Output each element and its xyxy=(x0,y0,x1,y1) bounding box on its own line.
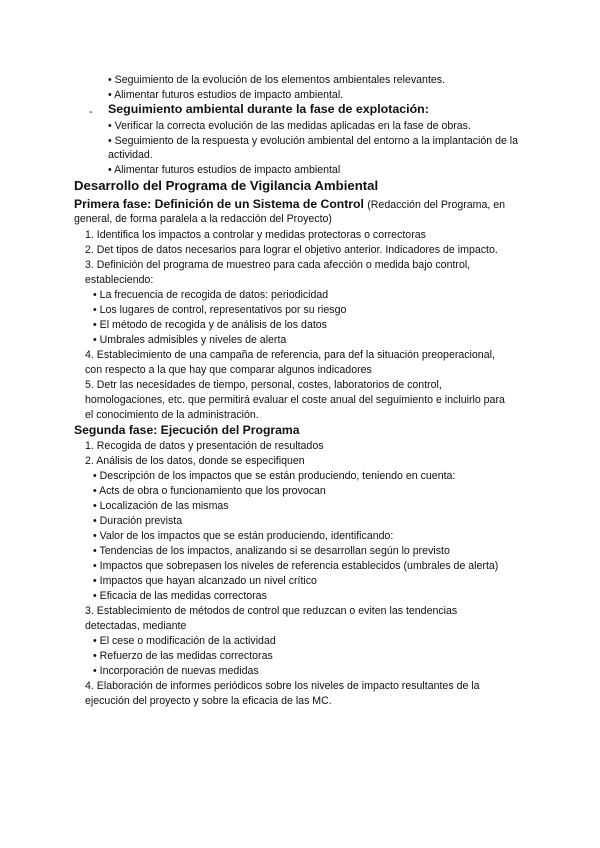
phase1-note: (Redacción del Programa, en xyxy=(367,199,506,211)
phase1-item-2: 2. Det tipos de datos necesarios para lograr el objetivo anterior. Indicadores de impacto. xyxy=(85,244,498,256)
phase1-item-3-continued: estableciendo: xyxy=(85,274,154,286)
analysis-bullet: • Duración prevista xyxy=(93,515,183,527)
bullet-future-studies-2: • Alimentar futuros estudios de impacto ambiental xyxy=(108,164,341,176)
phase1-item-5-continued: homologaciones, etc. que permitirá evaluar el coste anual del seguimiento e incluirlo para xyxy=(85,394,505,406)
bullet-evolution: • Seguimiento de la evolución de los elementos ambientales relevantes. xyxy=(108,74,446,86)
bullet-future-studies: • Alimentar futuros estudios de impacto ambiental. xyxy=(108,89,344,101)
dash-marker: - xyxy=(89,106,93,118)
sampling-bullet: • Umbrales admisibles y niveles de alerta xyxy=(93,334,287,346)
sampling-bullet: • El método de recogida y de análisis de los datos xyxy=(93,319,327,331)
analysis-bullet: • Localización de las mismas xyxy=(93,500,229,512)
phase1-item-5-continued: el conocimiento de la administración. xyxy=(85,409,259,421)
phase1-item-5: 5. Detr las necesidades de tiempo, personal, costes, laboratorios de control, xyxy=(85,379,442,391)
phase1-heading xyxy=(74,197,505,212)
phase1-note-continued: general, de forma paralela a la redacción del Proyecto) xyxy=(74,213,332,225)
bullet-response: • Seguimiento de la respuesta y evolución ambiental del entorno a la implantación de la actividad. xyxy=(108,135,519,161)
exploitation-heading: Seguimiento ambiental durante la fase de explotación: xyxy=(108,102,429,116)
control-bullet: • Incorporación de nuevas medidas xyxy=(93,665,259,677)
analysis-bullet: • Tendencias de los impactos, analizando si se desarrollan según lo previsto xyxy=(93,545,450,557)
control-bullet: • Refuerzo de las medidas correctoras xyxy=(93,650,273,662)
analysis-bullet: • Impactos que hayan alcanzado un nivel crítico xyxy=(93,575,317,587)
analysis-bullet: • Eficacia de las medidas correctoras xyxy=(93,590,267,602)
section-title: Desarrollo del Programa de Vigilancia Ambiental xyxy=(74,178,379,193)
phase2-item-2: 2. Análisis de los datos, donde se especifiquen xyxy=(85,455,305,467)
analysis-bullet: • Valor de los impactos que se están produciendo, identificando: xyxy=(93,530,394,542)
phase2-item-3: 3. Establecimiento de métodos de control que reduzcan o eviten las tendencias xyxy=(85,605,458,617)
phase2-heading: Segunda fase: Ejecución del Programa xyxy=(74,423,300,437)
phase2-item-1: 1. Recogida de datos y presentación de resultados xyxy=(85,440,324,452)
bullet-verify: • Verificar la correcta evolución de las medidas aplicadas en la fase de obras. xyxy=(108,120,471,132)
sampling-bullet: • Los lugares de control, representativos por su riesgo xyxy=(93,304,347,316)
sampling-bullet: • La frecuencia de recogida de datos: periodicidad xyxy=(93,289,329,301)
analysis-bullet: • Impactos que sobrepasen los niveles de referencia establecidos (umbrales de alerta) xyxy=(93,560,499,572)
control-bullet: • El cese o modificación de la actividad xyxy=(93,635,276,647)
phase1-item-3: 3. Definición del programa de muestreo para cada afección o medida bajo control, xyxy=(85,259,471,271)
phase2-item-3-continued: detectadas, mediante xyxy=(85,620,187,632)
analysis-bullet: • Acts de obra o funcionamiento que los provocan xyxy=(93,485,326,497)
phase2-item-4: 4. Elaboración de informes periódicos sobre los niveles de impacto resultantes de la xyxy=(85,680,480,692)
phase1-item-4: 4. Establecimiento de una campaña de referencia, para def la situación preoperacional, xyxy=(85,349,495,361)
phase1-title: Primera fase: Definición de un Sistema de Control xyxy=(74,197,364,211)
phase2-item-4-continued: ejecución del proyecto y sobre la eficacia de las MC. xyxy=(85,695,332,707)
phase1-item-4-continued: con respecto a la que hay que comparar algunos indicadores xyxy=(85,364,372,376)
analysis-bullet: • Descripción de los impactos que se están produciendo, teniendo en cuenta: xyxy=(93,470,456,482)
phase1-item-1: 1. Identifica los impactos a controlar y medidas protectoras o correctoras xyxy=(85,229,426,241)
